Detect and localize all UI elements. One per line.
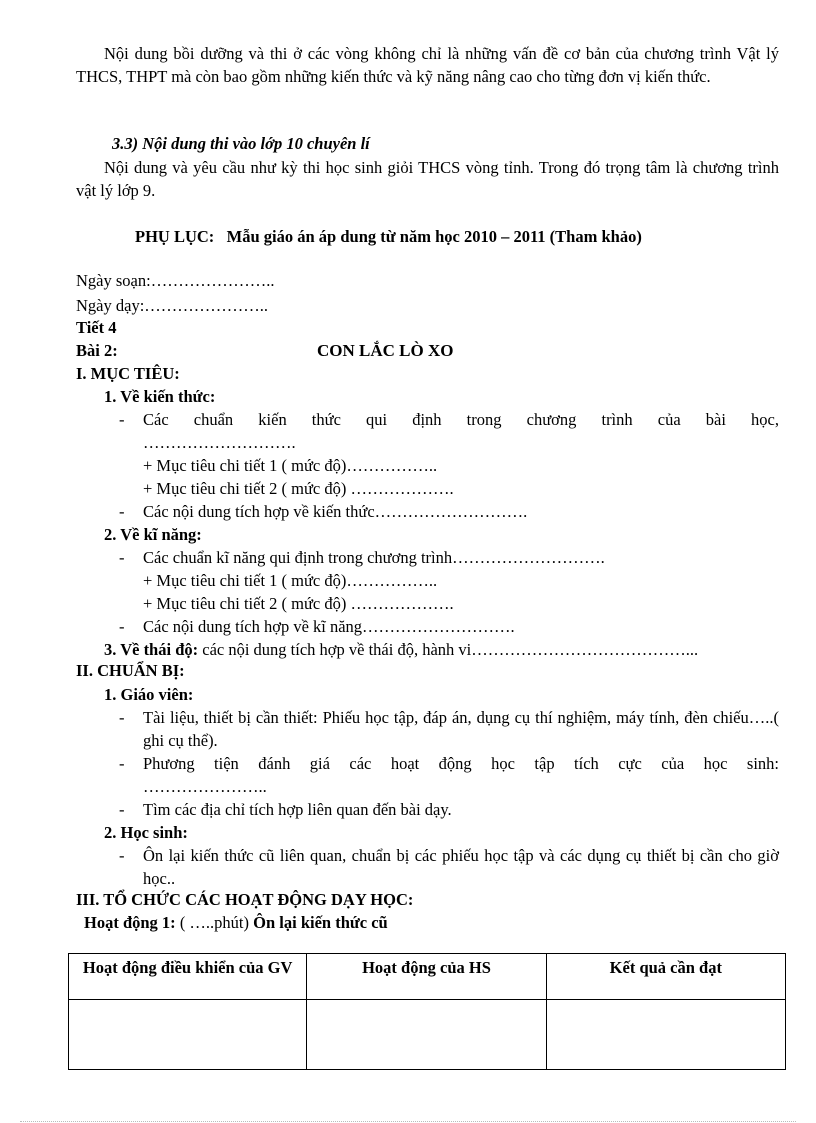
bullet-dash: - xyxy=(119,846,125,865)
attitude-label: 3. Về thái độ: xyxy=(104,640,199,659)
activity-table xyxy=(68,953,786,1070)
preparation-heading: II. CHUẨN BỊ: xyxy=(76,661,185,680)
date-taught: Ngày dạy:………………….. xyxy=(76,296,269,315)
attitude-line xyxy=(104,640,698,660)
activity-1-time: ( …..phút) xyxy=(175,913,254,932)
table-header-cell: Kết quả cần đạt xyxy=(546,954,785,1000)
knowledge-dots: ………………………. xyxy=(143,433,296,452)
activity-1-line xyxy=(84,913,388,933)
period-label: Tiết 4 xyxy=(76,318,117,337)
table-row xyxy=(69,1000,786,1070)
attitude-text: các nội dung tích hợp về thái độ, hành vi…………………………………... xyxy=(198,640,699,659)
skills-heading: 2. Về kĩ năng: xyxy=(104,525,202,544)
section-33-text: Nội dung và yêu cầu như kỳ thi học sinh giỏi THCS vòng tỉnh. Trong đó trọng tâm là chương trình vật lý lớp 9. xyxy=(76,158,779,200)
date-prepared: Ngày soạn:………………….. xyxy=(76,271,275,290)
bullet-dash: - xyxy=(119,754,125,773)
appendix-title xyxy=(135,227,642,247)
teacher-item-3: Tìm các địa chỉ tích hợp liên quan đến bài dạy. xyxy=(143,800,452,819)
appendix-label: PHỤ LỤC: xyxy=(135,227,215,246)
knowledge-heading: 1. Về kiến thức: xyxy=(104,387,216,406)
bullet-dash: - xyxy=(119,502,125,521)
skills-detail-1: + Mục tiêu chi tiết 1 ( mức độ)…………….. xyxy=(143,571,438,590)
section-33-heading: 3.3) Nội dung thi vào lớp 10 chuyên lí xyxy=(112,134,370,153)
knowledge-detail-2: + Mục tiêu chi tiết 2 ( mức độ) ………………. xyxy=(143,479,454,498)
student-item-1: Ôn lại kiến thức cũ liên quan, chuẩn bị các phiếu học tập và các dụng cụ thiết bị cần cho giờ học.. xyxy=(143,846,779,888)
bullet-dash: - xyxy=(119,548,125,567)
intro-paragraph: Nội dung bồi dưỡng và thi ở các vòng không chỉ là những vấn đề cơ bản của chương trình Vật lý THCS, THPT mà còn bao gồm những kiến thức và kỹ năng nâng cao cho từng đơn vị kiến thức. xyxy=(76,44,779,86)
teacher-item-2: Phương tiện đánh giá các hoạt động học tập tích cực của học sinh: xyxy=(143,754,779,773)
page-bottom-divider xyxy=(20,1121,796,1122)
objectives-heading: I. MỤC TIÊU: xyxy=(76,364,180,383)
lesson-number: Bài 2: xyxy=(76,341,118,360)
activity-1-title: Ôn lại kiến thức cũ xyxy=(253,913,388,932)
skills-line1: Các chuẩn kĩ năng qui định trong chương trình………………………. xyxy=(143,548,605,567)
table-header-cell: Hoạt động của HS xyxy=(307,954,546,1000)
bullet-dash: - xyxy=(119,800,125,819)
table-cell[interactable] xyxy=(307,1000,546,1070)
table-cell[interactable] xyxy=(546,1000,785,1070)
bullet-dash: - xyxy=(119,410,125,429)
teacher-item-2-dots: ………………….. xyxy=(143,777,267,796)
skills-integration: Các nội dung tích hợp về kĩ năng………………………. xyxy=(143,617,515,636)
bullet-dash: - xyxy=(119,617,125,636)
table-header-row xyxy=(69,954,786,1000)
table-cell[interactable] xyxy=(69,1000,307,1070)
activity-1-label: Hoạt động 1: xyxy=(84,913,176,932)
activities-heading: III. TỔ CHỨC CÁC HOẠT ĐỘNG DẠY HỌC: xyxy=(76,890,414,909)
bullet-dash: - xyxy=(119,708,125,727)
knowledge-line1: Các chuẩn kiến thức qui định trong chương trình của bài học, xyxy=(143,410,779,429)
skills-detail-2: + Mục tiêu chi tiết 2 ( mức độ) ………………. xyxy=(143,594,454,613)
lesson-title: CON LẮC LÒ XO xyxy=(317,341,454,360)
teacher-item-1: Tài liệu, thiết bị cần thiết: Phiếu học tập, đáp án, dụng cụ thí nghiệm, máy tính, đèn chiếu…..( ghi cụ thể). xyxy=(143,708,779,750)
knowledge-integration: Các nội dung tích hợp về kiến thức………………………. xyxy=(143,502,528,521)
knowledge-detail-1: + Mục tiêu chi tiết 1 ( mức độ)…………….. xyxy=(143,456,438,475)
appendix-heading: Mẫu giáo án áp dung từ năm học 2010 – 2011 (Tham khảo) xyxy=(226,227,642,246)
student-heading: 2. Học sinh: xyxy=(104,823,188,842)
teacher-heading: 1. Giáo viên: xyxy=(104,685,194,704)
table-header-cell: Hoạt động điều khiển của GV xyxy=(69,954,307,1000)
